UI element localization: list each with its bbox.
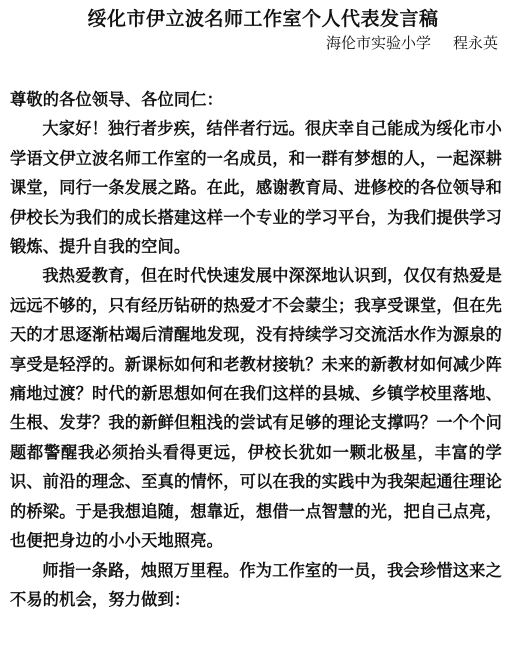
byline [326, 32, 498, 53]
document-body [10, 85, 502, 614]
paragraph-1: 大家好！独行者步疾，结伴者行远。很庆幸自己能成为绥化市小学语文伊立波名师工作室的一名成员，和一群有梦想的人，一起深耕课堂，同行一条发展之路。在此，感谢教育局、进修校的各位领导和伊校长为我们的成长搭建这样一个专业的学习平台，为我们提供学习锻炼、提升自我的空间。 [10, 119, 502, 257]
document-title: 绥化市伊立波名师工作室个人代表发言稿 [87, 8, 439, 30]
byline-author: 程永英 [452, 34, 498, 52]
paragraph-3: 师指一条路，烛照万里程。作为工作室的一员，我会珍惜这来之不易的机会，努力做到： [10, 560, 502, 609]
salutation: 尊敬的各位领导、各位同仁： [10, 90, 224, 109]
byline-school: 海伦市实验小学 [325, 34, 431, 52]
paragraph-2: 我热爱教育，但在时代快速发展中深深地认识到，仅仅有热爱是远远不够的，只有经历钻研的热爱才不会蒙尘；我享受课堂，但在先天的才思逐渐枯竭后清醒地发现，没有持续学习交流活水作为源泉的享受是轻浮的。新课标如何和老教材接轨？未来的新教材如何减少阵痛地过渡？时代的新思想如何在我们这样的县城、乡镇学校里落地、生根、发芽？我的新鲜但粗浅的尝试有足够的理论支撑吗？一个个问题都警醒我必须抬头看得更远，伊校长犹如一颗北极星，丰富的学识、前沿的理念、至真的情怀，可以在我的实践中为我架起通往理论的桥梁。于是我想追随，想靠近，想借一点智慧的光，把自己点亮，也便把身边的小小天地照亮。 [10, 266, 502, 551]
